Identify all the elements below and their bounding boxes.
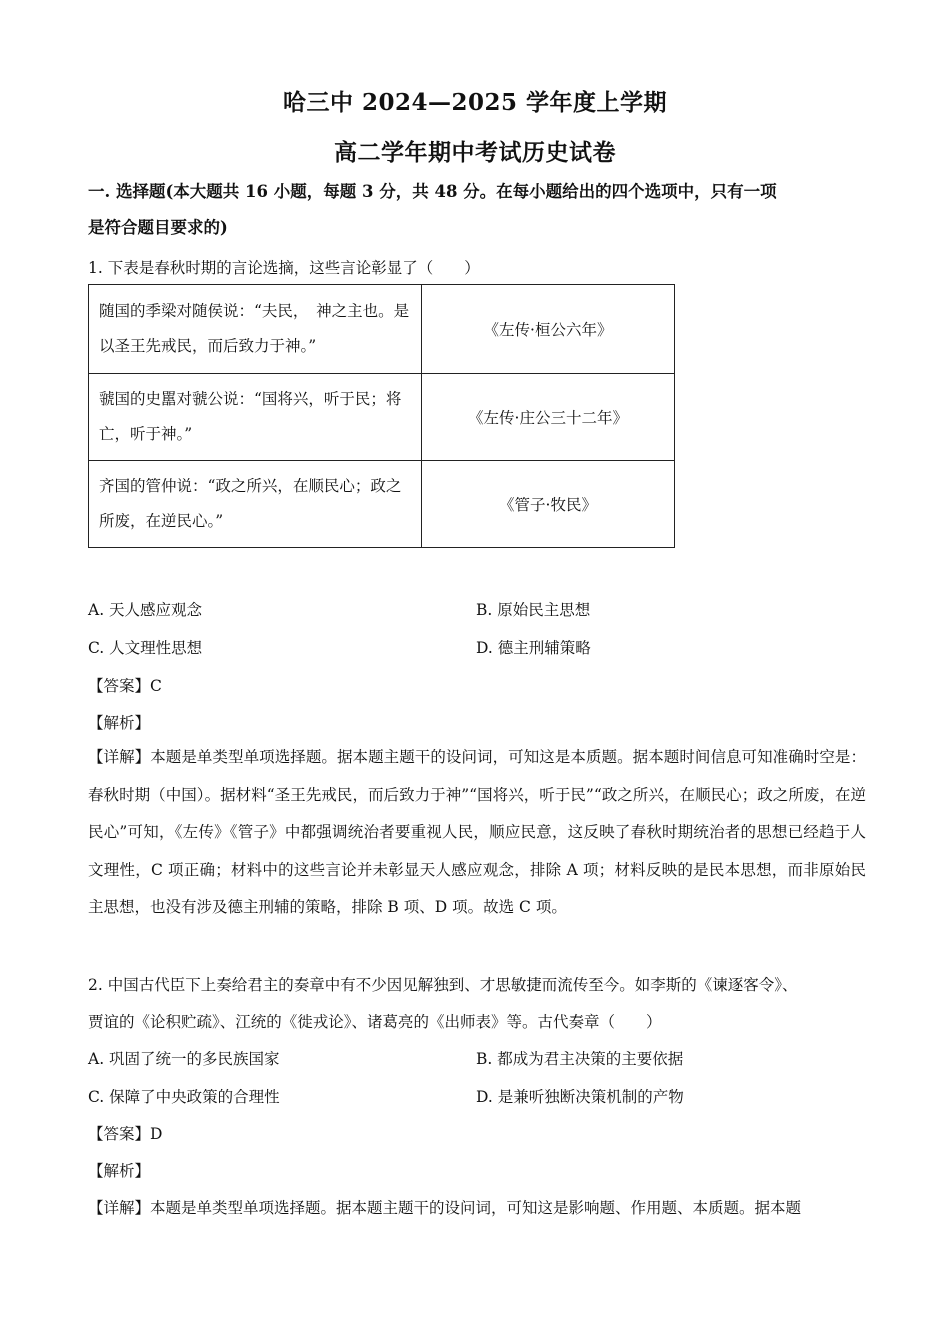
table-cell-quote: 虢国的史嚚对虢公说：“国将兴，听于民；将亡，听于神。”	[89, 374, 422, 461]
table-cell-quote: 齐国的管仲说：“政之所兴，在顺民心；政之所废，在逆民心。”	[89, 461, 422, 548]
q1-analysis-tag: 【解析】	[88, 714, 151, 732]
table-row	[89, 285, 675, 374]
exam-subtitle: 高二学年期中考试历史试卷	[334, 139, 616, 166]
table-cell-quote: 随国的季梁对随侯说：“夫民， 神之主也。是以圣王先戒民，而后致力于神。”	[89, 285, 422, 374]
q1-source-table	[88, 284, 675, 548]
q2-detail: 【详解】本题是单类型单项选择题。据本题主题干的设问词，可知这是影响题、作用题、本质题。据本题	[88, 1199, 802, 1217]
q1-option-b: B. 原始民主思想	[476, 601, 591, 619]
q1-answer	[88, 674, 162, 696]
table-cell-source: 《左传·庄公三十二年》	[422, 374, 675, 461]
q1-option-d: D. 德主刑辅策略	[476, 639, 591, 657]
table-cell-source: 《左传·桓公六年》	[422, 285, 675, 374]
q2-stem-line1: 2. 中国古代臣下上奏给君主的奏章中有不少因见解独到、才思敏捷而流传至今。如李斯的《谏逐客令》、	[88, 976, 798, 994]
q1-option-c: C. 人文理性思想	[88, 639, 203, 657]
q2-option-c: C. 保障了中央政策的合理性	[88, 1088, 280, 1106]
q2-answer	[88, 1122, 162, 1144]
table-row	[89, 461, 675, 548]
q1-detail: 【详解】本题是单类型单项选择题。据本题主题干的设问词，可知这是本质题。据本题时间信息可知准确时空是：春秋时期（中国）。据材料“圣王先戒民，而后致力于神”“国将兴，听于民”“政之所兴，在顺民心；政之所废，在逆民心”可知，《左传》《管子》中都强调统治者要重视人民，顺应民意，这反映了春秋时期统治者的思想已经趋于人文理性，C 项正确；材料中的这些言论并未彰显天人感应观念，排除 A 项；材料反映的是民本思想，而非原始民主思想，也没有涉及德主刑辅的策略，排除 B 项、D 项。故选 C 项。	[88, 748, 866, 916]
q1-option-a: A. 天人感应观念	[88, 601, 203, 619]
answer-tag: 【答案】	[88, 1125, 151, 1143]
q2-option-a: A. 巩固了统一的多民族国家	[88, 1050, 280, 1068]
table-row	[89, 374, 675, 461]
answer-tag: 【答案】	[88, 677, 151, 695]
q2-option-b: B. 都成为君主决策的主要依据	[476, 1050, 684, 1068]
table-cell-source: 《管子·牧民》	[422, 461, 675, 548]
q2-stem-line2: 贾谊的《论积贮疏》、江统的《徙戎论》、诸葛亮的《出师表》等。古代奏章（ ）	[88, 1013, 662, 1031]
q2-option-d: D. 是兼听独断决策机制的产物	[476, 1088, 684, 1106]
section-heading-cont: 是符合题目要求的)	[88, 218, 228, 237]
answer-value: C	[150, 677, 162, 695]
section-heading: 一. 选择题(本大题共 16 小题，每题 3 分，共 48 分。在每小题给出的四个选项中，只有一项	[88, 182, 777, 201]
q2-analysis-tag: 【解析】	[88, 1162, 151, 1180]
q1-stem: 1. 下表是春秋时期的言论选摘，这些言论彰显了（ ）	[88, 259, 480, 277]
exam-title: 哈三中 2024—2025 学年度上学期	[282, 89, 668, 116]
answer-value: D	[150, 1125, 163, 1143]
